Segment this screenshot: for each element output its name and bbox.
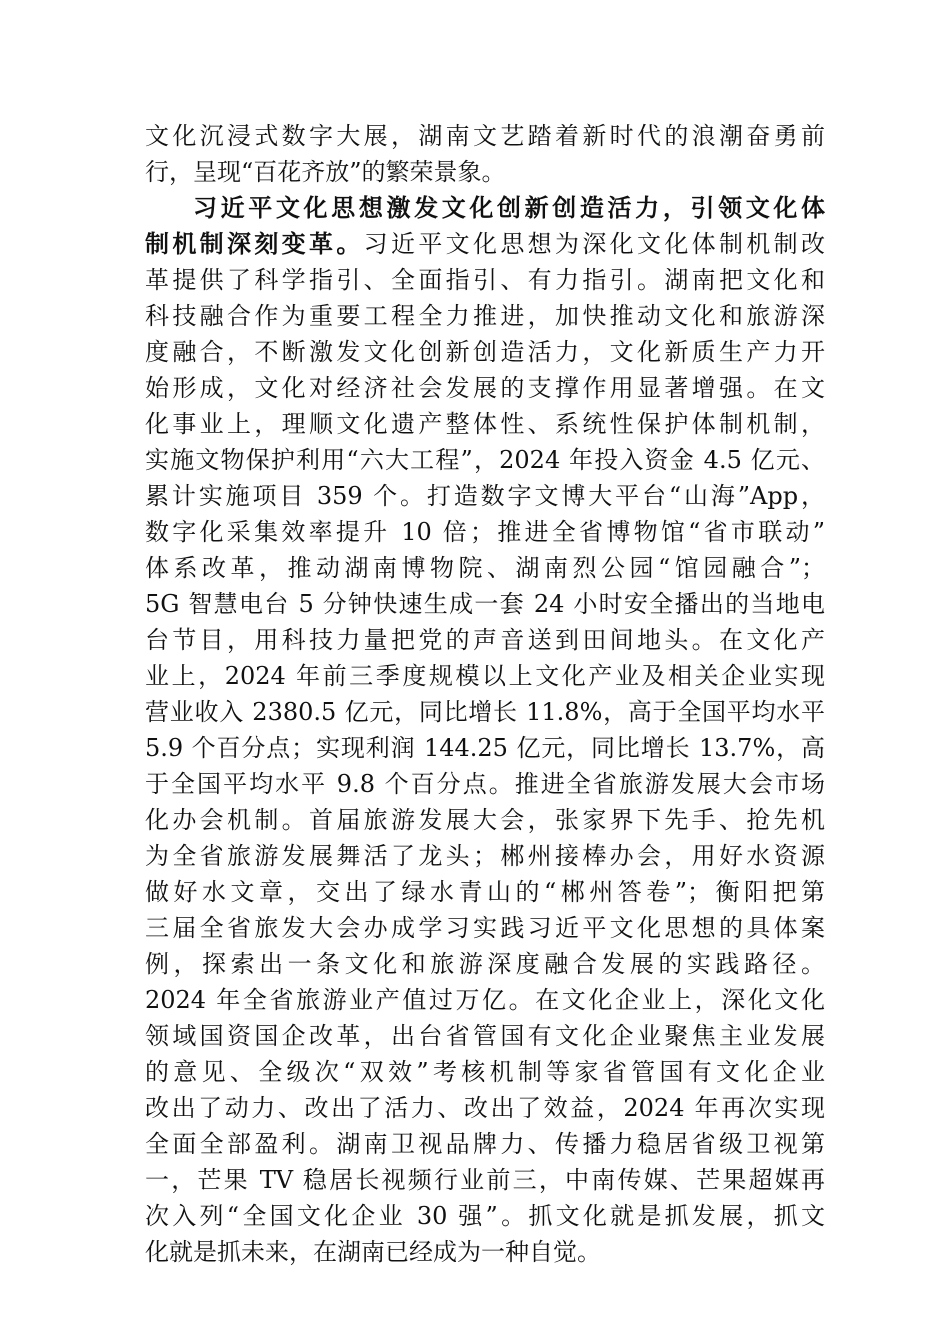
text-line: 始形成，文化对经济社会发展的支撑作用显著增强。在文: [145, 374, 825, 402]
text-line: [145, 226, 825, 262]
text-line: 例，探索出一条文化和旅游深度融合发展的实践路径。: [145, 950, 825, 978]
text-line: 营业收入 2380.5 亿元，同比增长 11.8%，高于全国平均水平: [145, 698, 825, 726]
text-line: 化事业上，理顺文化遗产整体性、系统性保护体制机制，: [145, 410, 825, 438]
text-line: 的意见、全级次“双效”考核机制等家省管国有文化企业: [145, 1058, 825, 1086]
text-line: 化办会机制。首届旅游发展大会，张家界下先手、抢先机: [145, 806, 825, 834]
text-line-rest: 习近平文化思想为深化文化体制机制改: [363, 230, 826, 258]
text-line: 一，芒果 TV 稳居长视频行业前三，中南传媒、芒果超媒再: [145, 1166, 825, 1194]
text-line: 做好水文章，交出了绿水青山的“郴州答卷”；衡阳把第: [145, 878, 825, 906]
text-line: 次入列“全国文化企业 30 强”。抓文化就是抓发展，抓文: [145, 1202, 825, 1230]
text-line: 数字化采集效率提升 10 倍；推进全省博物馆“省市联动”: [145, 518, 825, 546]
text-line: 度融合，不断激发文化创新创造活力，文化新质生产力开: [145, 338, 825, 366]
text-line: 5.9 个百分点；实现利润 144.25 亿元，同比增长 13.7%，高: [145, 734, 825, 762]
text-line: 改出了动力、改出了活力、改出了效益，2024 年再次实现: [145, 1094, 825, 1122]
text-line: 为全省旅游发展舞活了龙头；郴州接棒办会，用好水资源: [145, 842, 825, 870]
paragraph-heading: 习近平文化思想激发文化创新创造活力，引领文化体: [193, 193, 825, 222]
text-line: 2024 年全省旅游业产值过万亿。在文化企业上，深化文化: [145, 986, 825, 1014]
text-line: 领域国资国企改革，出台省管国有文化企业聚焦主业发展: [145, 1022, 825, 1050]
text-line: 体系改革，推动湖南博物院、湖南烈公园“馆园融合”；: [145, 554, 825, 582]
text-line: 于全国平均水平 9.8 个百分点。推进全省旅游发展大会市场: [145, 770, 825, 798]
paragraph-heading-end: 制机制深刻变革。: [145, 229, 364, 258]
text-line: 三届全省旅发大会办成学习实践习近平文化思想的具体案: [145, 914, 825, 942]
paragraph-1: [145, 118, 825, 190]
text-line: 化就是抓未来，在湖南已经成为一种自觉。: [145, 1238, 601, 1266]
paragraph-2: [145, 190, 825, 1270]
body-text: [145, 118, 825, 1270]
text-line: 全面全部盈利。湖南卫视品牌力、传播力稳居省级卫视第: [145, 1130, 825, 1158]
text-line: 行，呈现“百花齐放”的繁荣景象。: [145, 158, 506, 186]
text-line: 5G 智慧电台 5 分钟快速生成一套 24 小时安全播出的当地电: [145, 590, 825, 618]
text-line: 科技融合作为重要工程全力推进，加快推动文化和旅游深: [145, 302, 825, 330]
text-line: 台节目，用科技力量把党的声音送到田间地头。在文化产: [145, 626, 825, 654]
text-line: 革提供了科学指引、全面指引、有力指引。湖南把文化和: [145, 266, 825, 294]
text-line: 文化沉浸式数字大展，湖南文艺踏着新时代的浪潮奋勇前: [145, 122, 825, 150]
text-line: 实施文物保护利用“六大工程”，2024 年投入资金 4.5 亿元、: [145, 446, 825, 474]
text-line: 业上，2024 年前三季度规模以上文化产业及相关企业实现: [145, 662, 825, 690]
text-line: 累计实施项目 359 个。打造数字文博大平台“山海”App，: [145, 482, 825, 510]
